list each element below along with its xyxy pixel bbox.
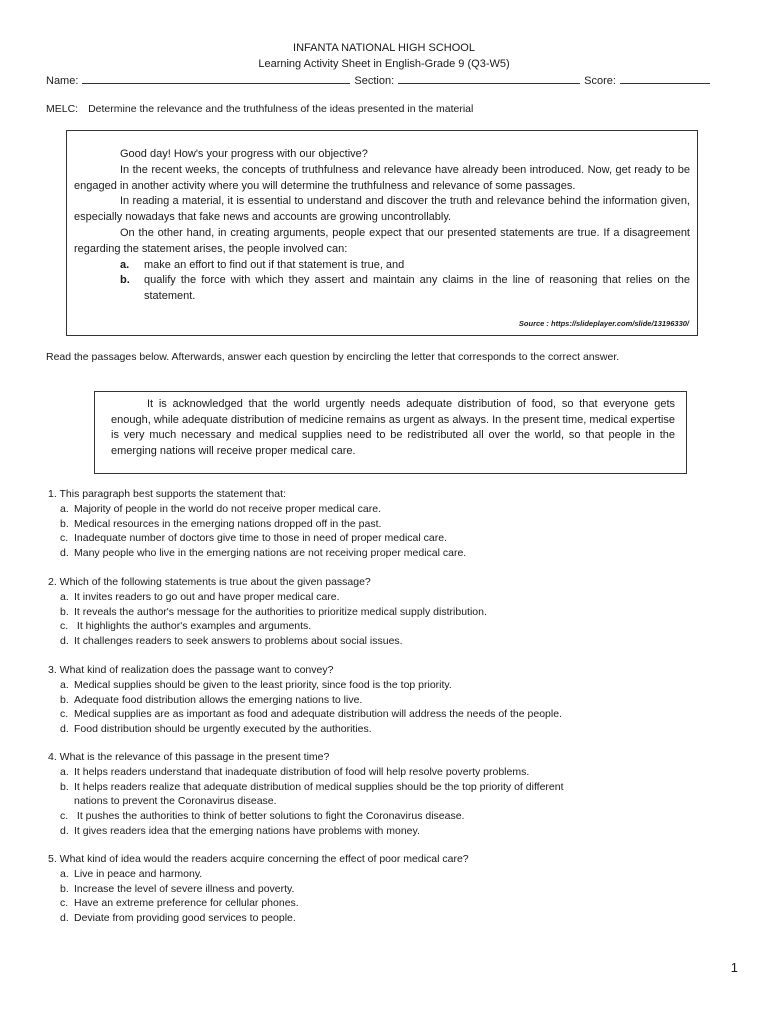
answer-option[interactable] <box>48 605 728 620</box>
option-text: Food distribution should be urgently executed by the authorities. <box>74 723 372 736</box>
option-letter[interactable]: c. <box>60 532 69 545</box>
option-text: Many people who live in the emerging nations are not receiving proper medical care. <box>74 547 467 560</box>
question-stem: 3. What kind of realization does the passage want to convey? <box>48 664 334 676</box>
question-4 <box>48 750 728 839</box>
answer-option[interactable] <box>48 896 728 911</box>
intro-list-item <box>74 258 690 274</box>
sheet-title: Learning Activity Sheet in English-Grade 9 (Q3-W5) <box>258 58 510 70</box>
option-text: Increase the level of severe illness and poverty. <box>74 882 295 895</box>
option-text: It highlights the author's examples and arguments. <box>74 620 312 633</box>
option-text: Adequate food distribution allows the emerging nations to live. <box>74 693 363 706</box>
answer-option[interactable] <box>48 911 728 926</box>
option-letter[interactable]: a. <box>60 502 69 515</box>
intro-paragraph: In reading a material, it is essential to understand and discover the truth and relevance behind the information given, especially nowadays that fake news and accounts are growing uncontrollably. <box>74 195 690 224</box>
option-letter[interactable]: c. <box>60 620 69 633</box>
option-text: Deviate from providing good services to people. <box>74 912 296 925</box>
question-5 <box>48 852 728 926</box>
question-stem: 5. What kind of idea would the readers acquire concerning the effect of poor medical care? <box>48 853 469 865</box>
answer-option[interactable] <box>48 722 728 737</box>
question-stem: 4. What is the relevance of this passage in the present time? <box>48 751 330 763</box>
answer-option[interactable] <box>48 678 728 693</box>
option-text: It pushes the authorities to think of better solutions to fight the Coronavirus disease. <box>74 810 465 823</box>
option-text: It reveals the author's message for the authorities to prioritize medical supply distribution. <box>74 605 487 618</box>
section-blank[interactable] <box>398 73 580 84</box>
question-stem: 1. This paragraph best supports the statement that: <box>48 488 286 500</box>
answer-option[interactable] <box>48 546 728 561</box>
page-number: 1 <box>730 960 738 975</box>
question-2 <box>48 575 728 649</box>
answer-option[interactable] <box>48 517 728 532</box>
answer-option[interactable] <box>48 780 728 795</box>
intro-list-item <box>74 273 690 305</box>
option-letter[interactable]: a. <box>60 678 69 691</box>
passage-box <box>94 391 687 474</box>
instructions: Read the passages below. Afterwards, answer each question by encircling the letter that corresponds to the correct answer. <box>46 351 620 363</box>
option-letter[interactable]: b. <box>60 882 69 895</box>
option-text: Medical supplies are as important as food and adequate distribution will address the needs of the people. <box>74 708 562 721</box>
option-text: It gives readers idea that the emerging nations have problems with money. <box>74 824 420 837</box>
question-3 <box>48 663 728 737</box>
answer-option[interactable] <box>48 765 728 780</box>
option-letter[interactable]: b. <box>60 780 69 793</box>
option-text: It helps readers understand that inadequate distribution of food will help resolve poverty problems. <box>74 765 530 778</box>
intro-box <box>66 130 698 336</box>
melc-text: Determine the relevance and the truthfulness of the ideas presented in the material <box>88 103 474 115</box>
option-text: Inadequate number of doctors give time to those in need of proper medical care. <box>74 532 447 545</box>
option-letter[interactable]: d. <box>60 635 69 648</box>
question-stem: 2. Which of the following statements is true about the given passage? <box>48 576 371 588</box>
option-letter[interactable]: a. <box>60 765 69 778</box>
score-blank[interactable] <box>620 73 710 84</box>
student-info-row <box>46 73 722 87</box>
option-letter[interactable]: b. <box>60 693 69 706</box>
option-letter[interactable]: b. <box>60 605 69 618</box>
option-letter[interactable]: b. <box>60 517 69 530</box>
intro-greeting: Good day! How's your progress with our objective? <box>120 148 368 160</box>
answer-option[interactable] <box>48 619 728 634</box>
option-text: It helps readers realize that adequate distribution of medical supplies should be the top priority of different <box>74 780 564 793</box>
answer-option[interactable] <box>48 531 728 546</box>
intro-paragraph: On the other hand, in creating arguments, people expect that our presented statements are true. If a disagreement regarding the statement arises, the people involved can: <box>74 226 690 255</box>
option-text: It challenges readers to seek answers to problems about social issues. <box>74 635 403 648</box>
passage-text: It is acknowledged that the world urgently needs adequate distribution of food, so that everyone gets enough, while adequate distribution of medicine remains as urgent as always. In the present time, medical expertise is very much necessary and medical supplies need to be redistributed all over the world, so that people in the emerging nations will receive proper medical care. <box>111 398 675 457</box>
answer-option[interactable] <box>48 882 728 897</box>
option-text: It invites readers to go out and have proper medical care. <box>74 590 340 603</box>
intro-paragraph: In the recent weeks, the concepts of truthfulness and relevance have already been introduced. Now, get ready to be engaged in another activity where you will determine the truthfulness and relevance of some passages. <box>74 163 690 192</box>
option-letter[interactable]: d. <box>60 547 69 560</box>
option-letter[interactable]: d. <box>60 912 69 925</box>
name-blank[interactable] <box>82 73 350 84</box>
option-letter[interactable]: a. <box>60 590 69 603</box>
melc-line <box>46 103 726 115</box>
option-text: Have an extreme preference for cellular phones. <box>74 897 299 910</box>
option-letter[interactable]: a. <box>60 867 69 880</box>
list-text: qualify the force with which they assert and maintain any claims in the line of reasoning that relies on the statement. <box>144 274 690 303</box>
answer-option[interactable] <box>48 693 728 708</box>
answer-option[interactable] <box>48 809 728 824</box>
answer-option[interactable] <box>48 867 728 882</box>
source-citation: Source : https://slideplayer.com/slide/13196330/ <box>518 319 689 329</box>
answer-option[interactable] <box>48 590 728 605</box>
option-letter[interactable]: d. <box>60 723 69 736</box>
section-label: Section: <box>354 75 395 87</box>
option-text: Majority of people in the world do not receive proper medical care. <box>74 502 381 515</box>
option-text: Medical resources in the emerging nations dropped off in the past. <box>74 517 382 530</box>
option-letter[interactable]: c. <box>60 810 69 823</box>
option-continuation: nations to prevent the Coronavirus disease. <box>74 795 277 808</box>
school-name: INFANTA NATIONAL HIGH SCHOOL <box>293 42 475 54</box>
list-marker: a. <box>120 258 130 271</box>
option-letter[interactable]: d. <box>60 824 69 837</box>
melc-label: MELC: <box>46 103 79 115</box>
option-text: Live in peace and harmony. <box>74 867 203 880</box>
score-label: Score: <box>584 75 616 87</box>
answer-option[interactable] <box>48 824 728 839</box>
answer-option[interactable] <box>48 634 728 649</box>
answer-option[interactable] <box>48 707 728 722</box>
name-label: Name: <box>46 75 79 87</box>
list-marker: b. <box>120 274 130 287</box>
question-1 <box>48 487 728 561</box>
option-letter[interactable]: c. <box>60 708 69 721</box>
answer-option[interactable] <box>48 502 728 517</box>
list-text: make an effort to find out if that statement is true, and <box>144 258 405 271</box>
option-text: Medical supplies should be given to the least priority, since food is the top priority. <box>74 678 452 691</box>
option-letter[interactable]: c. <box>60 897 69 910</box>
